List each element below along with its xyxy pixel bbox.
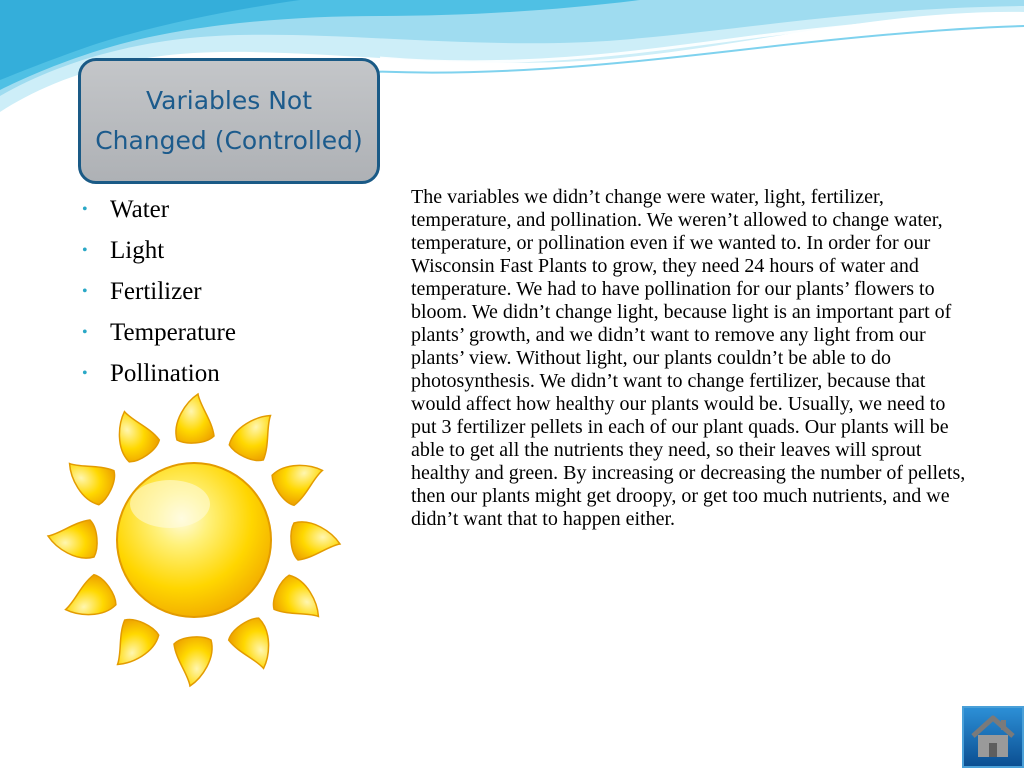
slide-body-paragraph: The variables we didn’t change were water, light, fertilizer, temperature, and pollination. We weren’t allowed to change water, temperature, or pollination even if we wanted to. In order for our Wisconsin Fast Plants to grow, they need 24 hours of water and temperature. We had to have pollination for our plants’ flowers to bloom. We didn’t change light, because light is an important part of plants’ growth, and we didn’t want to remove any light from our plants’ view. Without light, our plants couldn’t be able to do photosynthesis. We didn’t want to change fertilizer, because that would affect how healthy our plants would be. Usually, we need to put 3 fertilizer pellets in each of our plant quads. Our plants will be able to get all the nutrients they need, so their leaves will sprout healthy and green. By increasing or decreasing the number of pellets, then our plants might get droopy, or get too much nutrients, and we didn’t want that to happen either. bbox=[411, 186, 966, 530]
list-item bbox=[80, 318, 236, 359]
bullet-icon: • bbox=[82, 242, 88, 259]
list-item-label: Temperature bbox=[110, 319, 236, 346]
controlled-variables-list bbox=[80, 195, 236, 400]
list-item-label: Water bbox=[110, 196, 170, 223]
slide-title: Variables Not Changed (Controlled) bbox=[95, 86, 363, 155]
sun-icon bbox=[46, 392, 342, 688]
bullet-icon: • bbox=[82, 283, 88, 300]
list-item bbox=[80, 277, 236, 318]
home-button[interactable] bbox=[962, 706, 1024, 768]
sun-ray bbox=[48, 520, 97, 558]
bullet-icon: • bbox=[82, 201, 88, 218]
sun-ray bbox=[104, 614, 161, 676]
list-item-label: Fertilizer bbox=[110, 278, 202, 305]
list-item bbox=[80, 236, 236, 277]
bullet-icon: • bbox=[82, 324, 88, 341]
sun-ray bbox=[174, 637, 212, 686]
slide-title-box bbox=[78, 58, 380, 184]
sun-ray bbox=[176, 394, 214, 443]
sun-ray bbox=[225, 615, 282, 677]
sun-ray bbox=[268, 573, 330, 630]
bullet-icon: • bbox=[82, 365, 88, 382]
list-item-label: Light bbox=[110, 237, 165, 264]
sun-ray bbox=[59, 450, 121, 507]
sun-ray bbox=[291, 522, 340, 560]
sun-ray bbox=[58, 571, 120, 628]
list-item-label: Pollination bbox=[110, 360, 220, 387]
list-item bbox=[80, 195, 236, 236]
sun-ray bbox=[227, 405, 284, 467]
sun-ray bbox=[105, 404, 162, 466]
sun-ray bbox=[269, 451, 331, 508]
home-icon bbox=[964, 708, 1022, 766]
